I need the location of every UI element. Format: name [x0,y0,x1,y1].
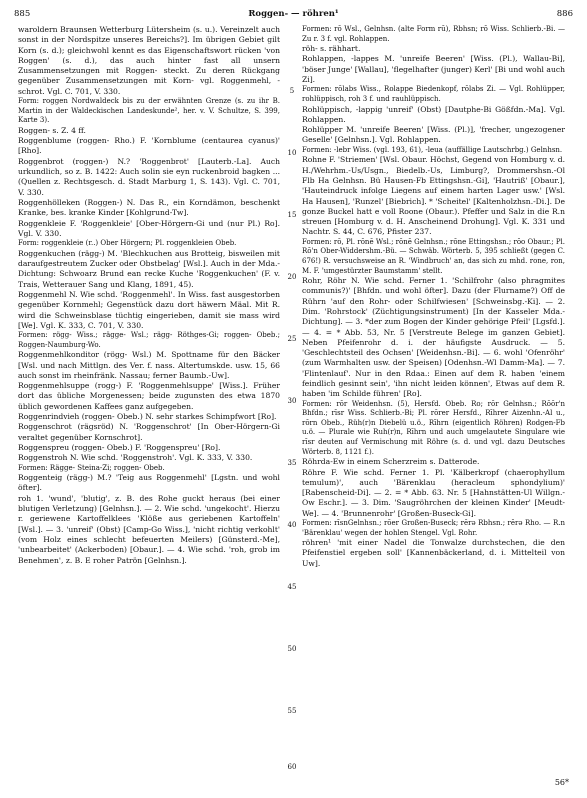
signature-mark: 56* [554,778,569,787]
entry-paragraph: Roggenkuchen (rägg-) M. 'Blechkuchen aus Brotteig, bisweilen mit daraufgestreutem Zucker oder Obstbelag' [Wsl.]. Auch in der Mda.-Dichtung: Schwoarz Brund ean recke Kuche 'Roggenkuchen' (F. v. Trais, Wetterauer Sang und Klang, 1891, 45). [18,248,280,289]
entry-paragraph: Roggenkleie F. 'Roggenkleie' [Ober-Hörgern-Gi und (nur Pl.) Ro]. Vgl. V. 330. [18,218,280,238]
line-number: 40 [287,521,297,529]
entry-paragraph: Roggenbrot (roggen-) N.? 'Roggenbrot' [Lauterb.-La]. Auch urkundlich, so z. B. 1422: Auch solin sie eyn ruckenbroid bagken ... (Quellen z. Rechtsgesch. d. Stadt Marburg 1, S. 143). Vgl. C. 701, V. 330. [18,156,280,197]
entry-paragraph: Roggenhölleken (Roggen-) N. Das R., ein Korndämon, beschenkt Kranke, bes. kranke Kinder [Kohlgrund-Tw]. [18,197,280,218]
right-column [302,25,565,773]
entry-paragraph: röh- s. rähhart. [302,44,361,54]
forms-note: Formen: Rägge- Steina-Zi; roggen- Obeb. [18,463,165,472]
line-number: 60 [287,763,297,771]
line-number: 5 [289,87,295,95]
entry-paragraph: Roggenspreu (roggen- Obeb.) F. 'Roggenspreu' [Ro]. [18,442,221,452]
entry-paragraph: Rohlüpper M. 'unreife Beeren' [Wiss. (Pl.)], 'frecher, ungezogener Geselle' [Gelnhsn.]. Vgl. Rohlappen. [302,125,565,145]
page-number-left: 885 [14,9,31,19]
line-number: 50 [287,645,297,653]
line-number: 25 [287,335,297,343]
entry-paragraph: Rohne F. 'Striemen' [Wsl. Obaur. Höchst, Gegend von Homburg v. d. H./Wehrhm.-Us/Usgn., Biedelb.-Us, Limburg?, Drommershsn.-Ol Flb Ha Gelnhsn. Bü Hausen-Fb Ettingshsn.-Gi], 'Hautriß' [Obaur.], 'Hauteindruck infolge Liegens auf einem harten Lager usw.' [Wsl. Ha Hausen], 'Runzel' [Biebrich]. * 'Scheitel' [Kaltenholzhsn.-Di.]. De gonze Buckel hatt e voll Roone (Obaur.). Pfeffer und Salz in die R.n streuen [Homburg v. d. H. Anscheinend Drohung]. Vgl. K. 331 und Nachtr. S. 44, C. 676, Pfister 237. [302,155,565,237]
line-number: 20 [287,273,297,281]
line-number: 30 [287,397,297,405]
entry-paragraph: Roggenrindvieh (roggen- Obeb.) N. sehr starkes Schimpfwort [Ro]. [18,412,277,422]
entry-paragraph: Roggenblume (roggen- Rho.) F. 'Kornblume (centaurea cyanus)' [Rho]. [18,136,280,156]
line-number-gutter [284,25,300,773]
entry-paragraph: Roggenmehlkonditor (rögg- Wsl.) M. Spottname für den Bäcker [Wsl. und nach Mittlgn. des Ver. f. nass. Altertumskde. usw. 15, 66 auch sonst im rheinfränk. Nassau; ferner Baumb.-Uw]. [18,350,280,380]
entry-paragraph: Roggenmehl N. Wie schd. 'Roggenmehl'. In Wiss. fast ausgestorben gegenüber Kornmehl; Gegenstück dazu dort häwern Mäal. Mit R. wird die Schweinsblase tüchtig eingerieben, damit sie mass wird [We]. Vgl. K. 333, C. 701, V. 330. [18,289,280,330]
entry-paragraph: Roggenstroh N. Wie schd. 'Roggenstroh'. Vgl. K. 333, V. 330. [18,453,253,463]
line-number: 10 [287,149,297,157]
entry-paragraph: Rohr, Röhr N. Wie schd. Ferner 1. 'Schilfrohr (also phragmites communis?)' [Bhfdn. und wohl öfter]. Dazu (der Flurname?) Off de Rührn 'auf den Rohr- oder Schilfwiesen' [Schweinsbg.-Ki]. — 2. Dim. 'Rohrstock' (Züchtigungsinstrument) [In der Kasseler Mda.-Dichtung]. — 3. *der zum Bogen der Kinder gehörige Pfeil' [Lgsfd.]. — 4. = * Abb. 53, Nr. 5 [Verstreute Belege im ganzen Gebiet]. Neben Pfeifenrohr d. i. der häufigste Ausdruck. — 5. 'Geschlechtsteil des Ochsen' [Weidenhsn.-Bi]. — 6. wohl 'Ofenröhr' (zum Warmhalten usw. der Speisen) [Odenhsn.-Wl Damm-Ma]. — 7. 'Flintenlauf'. Nur in den Rdaa.: Einen auf dem R. haben 'einem feindlich gesinnt sein', 'ihn nicht leiden können', Etwas auf dem R. haben 'im Schilde führen' [Ro]. [302,276,565,399]
forms-note: Form: roggen Nordwaldeck bis zu der erwähnten Grenze (s. zu ihr B. Martin in der Waldeckischen Landeskunde², her. v. V. Schultze, S. 399, Karte 3). [18,97,280,125]
running-title: Roggen- — röhren¹ [248,9,339,19]
line-number: 35 [287,459,297,467]
line-number: 55 [287,707,297,715]
entry-paragraph: Roggenschrot (rägsröd) N. 'Roggenschrot' [In Ober-Hörgern-Gi veraltet gegenüber Kornschrot]. [18,422,280,442]
forms-note: Formen: rōlabs Wiss., Rolappe Biedenkopf, rōlabs Zi. — Vgl. Rohlüpper, rohlüppisch, roh 3 f. und rauhlüppisch. [302,85,565,103]
entry-paragraph: Rohlüppisch, -lappig 'unreif' (Obst) [Dautphe-Bi Gößfdn.-Ma]. Vgl. Rohlappen. [302,104,565,124]
left-column [18,25,280,773]
forms-note: Formen: rō, Pl. rōnē Wsl.; rōnē Gelnhsn.; rōne Ettingshsn.; rōo Obaur.; Pl. Rō'n Ober-Widdershm.-Bü. — Schwäb. Wörterb. 5, 395 schließt (gegen C. 676!) R. versuchsweise an R. 'Windbruch' an, das sich zu mhd. rone, ron, M. F. 'umgestürzter Baumstamm' stellt. [302,237,565,275]
entry-paragraph: roh 1. 'wund', 'blutig', z. B. des Rohe guckt heraus (bei einer blutigen Verletzung) [Gelnhsn.]. — 2. Wie schd. 'ungekocht'. Hierzu r. geriewene Kartoffelklees 'Klöße aus geriebenen Kartoffeln' [Wsl.]. — 3. 'unreif' (Obst) [Camp-Go Wiss.], 'nicht richtig verkohlt' (vom Holz eines schlecht befeuerten Meilers) [Günsterd.-Me], 'unbearbeitet' (Ackerboden) [Obaur.]. — 4. Wie schd. 'roh, grob im Benehmen', z. B. E roher Patrön [Gelnhsn.]. [18,493,280,565]
forms-note: Formen: -lebr Wiss. (vgl. 193, 61), -leua (auffällige Lautschrbg.) Gelnhsn. [302,145,563,154]
entry-paragraph: Röhre F. Wie schd. Ferner 1. Pl. 'Kälberkropf (chaerophyllum temulum)', auch 'Bärenklau (heracleum sphondylium)' [Rabenscheid-Di]. — 2. = * Abb. 63. Nr. 5 [Hahnstätten-Ul Willgn.-Ow Eschr.]. — 3. Dim. 'Saugröhrchen der kleinen Kinder' [Meudt-We]. — 4. 'Brunnenrohr' [Großen-Buseck-Gi]. [302,467,565,518]
forms-note: Formen: rō Wsl., Gelnhsn. (alte Form rū), Rbhsn; rō Wiss. Schlierb.-Bi. — Zu r. 3 f. vgl. Rohlappen. [302,25,565,43]
forms-note: Formen: rōr Weidenhsn. (5), Hersfd. Obeb. Ro; rōr Gelnhsn.; Rōōr'n Bhfdn.; rīsr Wiss. Schlierb.-Bi; Pl. rōrer Hersfd., Rīhrer Aizenhn.-Al u., rōrn Obeb., Rüh(r)n Diebelü u.ö., Rīhrn (eigentlich Röhren) Rodgen-Fb u.ö. — Plurale wie Ruh(r)n, Rīhrn und auch umgelautete Singulare wie rīsr deuten auf Vermischung mit Röhre (s. d. und vgl. dazu Deutsches Wörterb. 8, 1121 f.). [302,399,565,456]
forms-note: Form: roggenkleie (r..) Ober Hörgern; Pl. roggenkleien Obeb. [18,239,237,248]
entry-paragraph: Röhrda-Ew in einem Scherzreim s. Datterode. [302,457,480,467]
page-header [14,8,573,20]
entry-paragraph: Roggenmehlsuppe (rogg-) F. 'Roggenmehlsuppe' [Wiss.]. Früher dort das übliche Morgenessen; beide zugunsten des etwa 1870 üblich gewordenen Kaffees ganz aufgegeben. [18,381,280,411]
forms-note: Formen: rögg- Wiss.; rägge- Wsl.; rägg- Röthges-Gi; roggen- Obeb.; Roggen-Naumburg-Wo. [18,331,280,349]
entry-paragraph: waroldern Braunsen Wetterburg Lütersheim (s. u.). Vereinzelt auch sonst in der Nordspitze unseres Bereichs?]. Im übrigen Gebiet gilt Korn (s. d.); gleichwohl kennt es das Eigenschaftswort rücken 'von Roggen' (s. d.), das auch hinter fast all unsern Zusammensetzungen mit Roggen- steckt. Zu deren Rückgang gegenüber Zusammensetzungen mit Korn- vgl. Roggenmehl, -schrot. Vgl. C. 701, V. 330. [18,25,280,96]
line-number: 45 [287,583,297,591]
entry-paragraph: Roggenteig (rägg-) M.? 'Teig aus Roggenmehl' [Lgstn. und wohl öfter]. [18,473,280,493]
entry-paragraph: Rohlappen, -lappes M. 'unreife Beeren' [Wiss. (Pl.), Wallau-Bi], 'böser Junge' [Wallau], 'flegelhafter (junger) Kerl' [Bi und wohl auch Zi]. [302,54,565,85]
forms-note: Formen: rīsnGelnhsn.; rōer Großen-Buseck; rērə Rbhsn.; rērə Rho. — R.n 'Bärenklau' wegen der hohlen Stengel. Vgl. Rohr. [302,519,565,537]
line-number: 15 [287,211,297,219]
entry-paragraph: Roggen- s. Z. 4 ff. [18,125,86,135]
page-number-right: 886 [556,9,573,19]
entry-paragraph: röhren¹ 'mit einer Nadel die Tonwalze durchstechen, die den Pfeifenstiel ergeben soll' [Kannenbäckerland, d. i. Mittelteil von Uw]. [302,538,565,568]
